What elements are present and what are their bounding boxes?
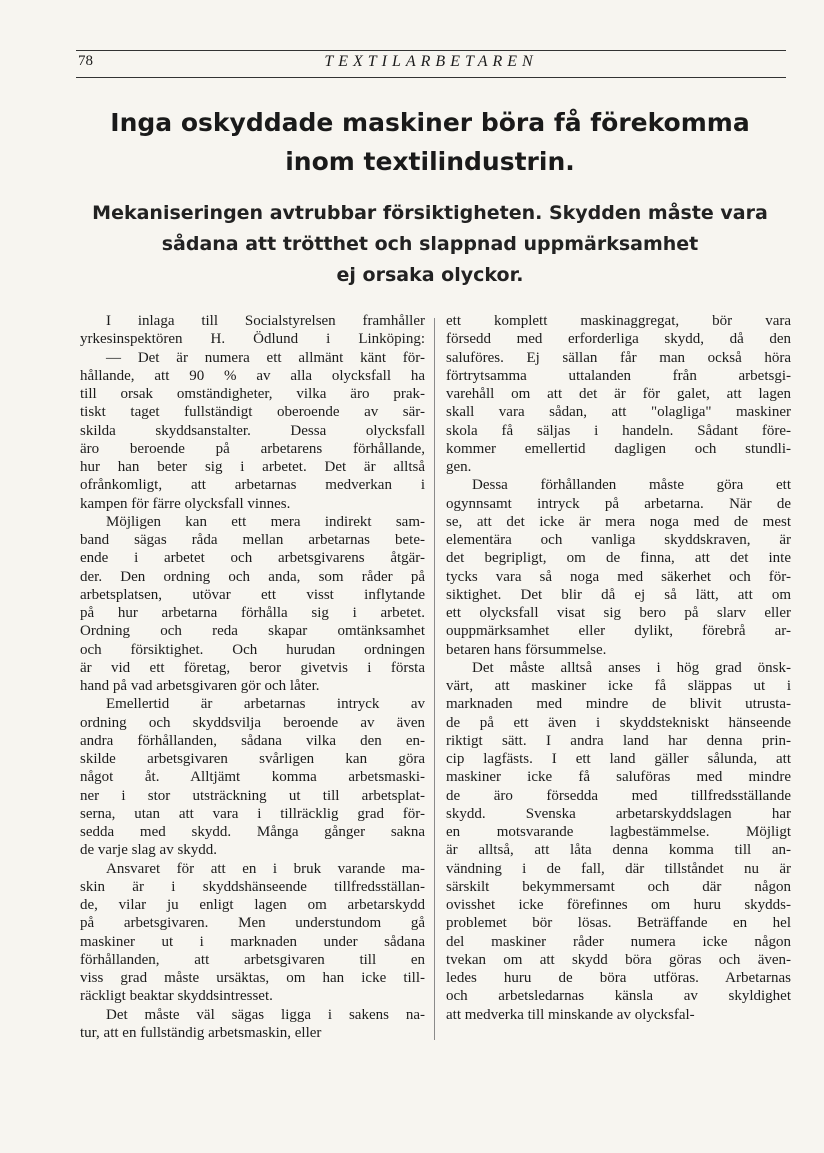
text-line: band sägas råda mellan arbetarnas bete- [80,532,425,548]
text-line: betaren hans försummelse. [446,641,607,658]
title-line: Inga oskyddade maskiner böra få förekomma [110,108,750,137]
text-line: siktighet. Det blir då ej så lätt, att om [446,586,791,603]
text-line: maskiner ut i marknaden under sådana [80,933,425,950]
text-line: äro beroende på arbetarens förhållande, [80,440,425,457]
text-line: ner i stor utsträckning ut till arbetsplat- [80,787,425,804]
text-line: att medverka till minskande av olycksfal- [446,1006,695,1023]
text-line: serna, utan att vara i tillräcklig grad för- [80,805,425,822]
text-line: vändning i de fall, där tillståndet nu är [446,860,791,877]
text-line: del maskiner råder numera icke någon [446,933,791,950]
page-header [76,50,786,78]
text-line: de, vilar ju enligt lagen om arbetarskydd [80,897,425,913]
text-line: på hur arbetarna förhålla sig i arbetet. [80,605,425,621]
text-line: tycks vara så noga med säkerhet och för- [446,568,791,585]
text-line: Ordning och reda skapar omtänksamhet [80,623,425,640]
text-line: ofrånkomligt, att arbetarnas medverkan i [80,477,425,494]
text-line: hand på vad arbetsgivaren gör och låter. [80,678,320,694]
text-line: I inlaga till Socialstyrelsen framhåller [106,313,425,329]
text-line: tur, att en fullständig arbetsmaskin, eller [80,1024,322,1041]
article-title [60,103,800,181]
text-line: en motsvarande lagbestämmelse. Möjligt [446,824,791,840]
text-line: Det måste alltså anses i hög grad önsk- [472,659,791,676]
column-divider [434,318,435,1040]
text-line: sedda med skydd. Många gånger sakna [80,824,425,840]
text-line: skilda skyddsanstalter. Dessa olycksfall [80,422,425,439]
text-line: och arbetsledarnas känsla av skyldighet [446,988,791,1005]
text-line: ett olycksfall visat sig bero på slarv eller [446,605,791,621]
text-line: skilde arbetsgivaren svårligen kan göra [80,751,425,767]
text-line: skall vara sådan, att "olagliga" maskiner [446,404,791,421]
text-line: arbetsplatsen, utövar ett visst inflytande [80,586,425,603]
text-line: maskiner icke få saluföras med mindre [446,769,791,786]
text-line: yrkesinspektören H. Ödlund i Linköping: [80,331,425,348]
text-line: är alltså, att låta denna komma till an- [446,842,791,859]
text-line: de på ett även i skyddstekniskt hänseende [446,714,791,731]
text-line: marknaden med mindre de blivit utrusta- [446,696,791,713]
text-line: försedd med erforderliga skydd, då den [446,331,791,348]
text-line: skola få säljas i handeln. Sådant före- [446,422,791,439]
text-line: ovisshet icke förefinnes om huru skydds- [446,897,791,913]
text-line: värt, att maskiner icke få släppas ut i [446,678,791,694]
subtitle-line: ej orsaka olyckor. [336,264,524,286]
text-line: ende i arbetet och arbetsgivarens åtgär- [80,550,425,567]
text-line: se, att det icke är mera noga med de mest [446,513,791,530]
subtitle-line: sådana att trötthet och slappnad uppmärksamhet [161,233,699,255]
left-text-column [80,312,425,1042]
text-line: skin är i skyddshänseende tillfredsställan- [80,878,425,895]
text-line: kommer emellertid dagligen och stundli- [446,440,791,457]
text-line: räckligt beaktar skyddsintresset. [80,988,273,1005]
text-line: och försiktighet. Och hurudan ordningen [80,641,425,658]
title-line: inom textilindustrin. [285,147,575,176]
text-line: hållande, att 90 % av alla olycksfall ha [80,367,425,384]
text-line: ordning och skyddsvilja beroende av även [80,714,425,731]
article-subtitle [90,198,770,291]
text-line: de varje slag av skydd. [80,842,218,859]
text-line: elementära och vanliga skyddskraven, är [446,532,791,548]
right-text-column [446,312,791,1024]
text-line: — Det är numera ett allmänt känt för- [106,349,425,366]
text-line: till orsak omständigheter, vilka äro prak- [80,386,425,402]
text-line: ouppmärksamhet eller dylikt, förebrå ar- [446,623,791,640]
text-line: Emellertid är arbetarnas intryck av [106,696,425,713]
text-line: särskilt bekymmersamt och där någon [446,878,791,895]
text-line: saluföres. Ej sällan får man också höra [446,349,791,366]
text-line: varehåll om att det är för galet, att lagen [446,386,791,402]
text-line: de äro försedda med tillfredsställande [446,787,791,804]
text-line: Ansvaret för att en i bruk varande ma- [106,860,425,877]
text-line: andra förhållanden, sådana vilka den en- [80,732,425,749]
text-line: ogynnsamt intryck på arbetarna. När de [446,495,791,512]
text-line: förtrytsamma uttalanden från arbetsgi- [446,367,791,384]
text-line: tvekan om att skydd böra göras och även- [446,951,791,968]
text-line: problemet bör lösas. Beträffande en hel [446,915,791,932]
text-line: der. Den ordning och anda, som råder på [80,568,425,585]
text-line: skydd. Svenska arbetarskyddslagen har [446,805,791,822]
text-line: hur han beter sig i arbetet. Det är alltså [80,459,425,475]
text-line: Det måste väl sägas ligga i sakens na- [106,1006,425,1023]
subtitle-line: Mekaniseringen avtrubbar försiktigheten. Skydden måste vara [92,202,768,224]
text-line: Möjligen kan ett mera indirekt sam- [106,513,425,530]
text-line: är vid ett företag, beror givetvis i första [80,659,425,676]
page-number: 78 [78,53,93,69]
text-line: på arbetsgivaren. Men understundom gå [80,915,425,932]
text-line: viss grad måste ursäktas, om han icke till- [80,970,425,986]
text-line: något åt. Alltjämt komma arbetsmaski- [80,769,425,786]
text-line: riktigt sätt. I andra land har denna prin- [446,732,791,749]
text-line: tiskt taget fullständigt oberoende av sär- [80,404,425,421]
running-title: TEXTILARBETAREN [324,53,538,70]
text-line: ett komplett maskinaggregat, bör vara [446,313,791,329]
text-line: kampen för färre olycksfall vinnes. [80,495,291,512]
text-line: förhållanden, att arbetsgivaren till en [80,951,425,968]
text-line: cip lagfästs. I ett land gäller sålunda, att [446,751,791,767]
text-line: Dessa förhållanden måste göra ett [472,477,791,494]
text-line: det begripligt, om de finna, att det inte [446,550,791,567]
text-line: gen. [446,459,472,475]
text-line: ledes huru de böra utföras. Arbetarnas [446,970,791,986]
